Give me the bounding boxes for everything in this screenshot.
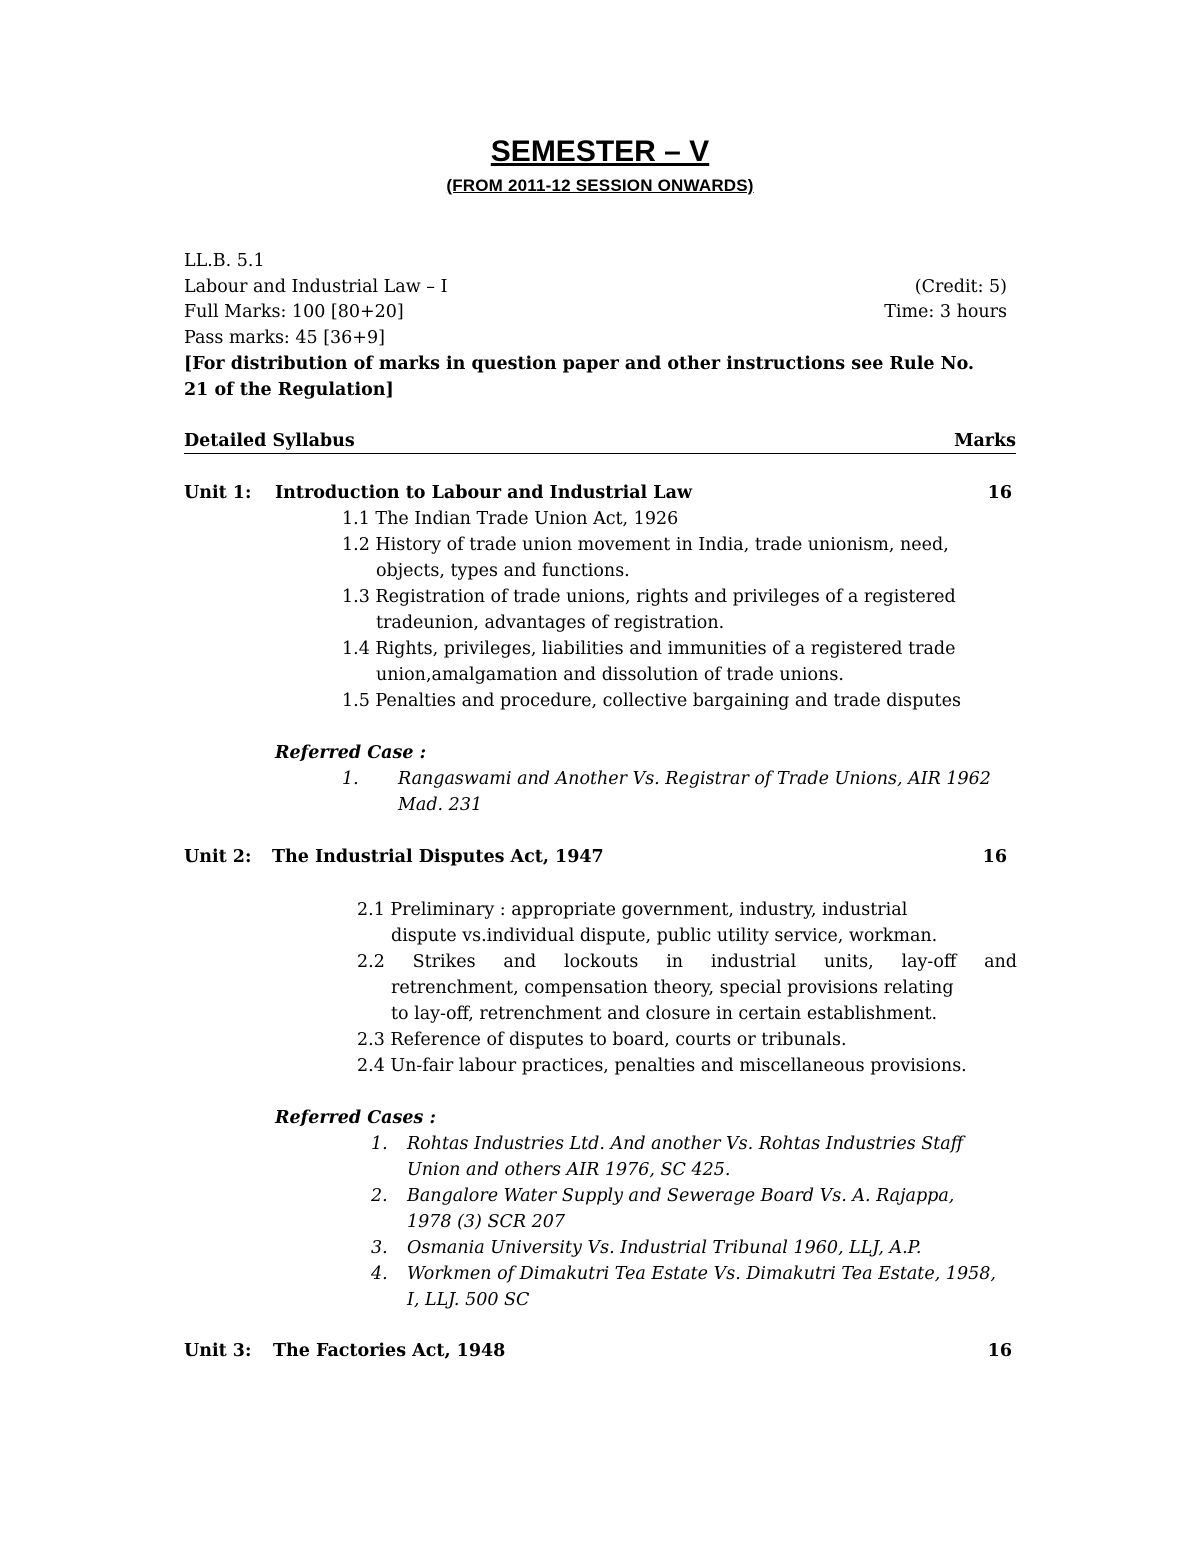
case-citation-cont: Union and others AIR 1976, SC 425.: [407, 1160, 731, 1180]
paper-credit: (Credit: 5): [914, 277, 1007, 297]
referred-cases-heading: Referred Case :: [275, 743, 427, 763]
syllabus-item-cont: objects, types and functions.: [376, 561, 630, 581]
syllabus-item-cont: retrenchment, compensation theory, special provisions relating: [391, 978, 954, 998]
syllabus-item: 1.3 Registration of trade unions, rights and privileges of a registered: [342, 587, 956, 607]
unit-marks: 16: [987, 483, 1012, 503]
case-citation: Rangaswami and Another Vs. Registrar of Trade Unions, AIR 1962: [398, 769, 991, 789]
session-subtitle: (FROM 2011-12 SESSION ONWARDS): [446, 176, 754, 195]
pass-marks: Pass marks: 45 [36+9]: [184, 328, 385, 348]
case-citation: Osmania University Vs. Industrial Tribunal 1960, LLJ, A.P.: [407, 1238, 922, 1258]
unit-title: The Factories Act, 1948: [273, 1341, 506, 1361]
case-number: 1.: [342, 769, 359, 789]
syllabus-item: 2.2 Strikes and lockouts in industrial units, lay-off and: [357, 952, 1017, 972]
syllabus-item: 2.4 Un-fair labour practices, penalties and miscellaneous provisions.: [357, 1056, 967, 1076]
syllabus-item-cont: tradeunion, advantages of registration.: [376, 613, 725, 633]
exam-time: Time: 3 hours: [884, 302, 1007, 322]
case-number: 1.: [371, 1134, 388, 1154]
regulation-note-line2: 21 of the Regulation]: [184, 380, 394, 400]
syllabus-header-rule: [184, 453, 1016, 454]
case-citation-cont: I, LLJ. 500 SC: [407, 1290, 530, 1310]
case-citation-cont: 1978 (3) SCR 207: [407, 1212, 565, 1232]
case-citation-cont: Mad. 231: [398, 795, 483, 815]
detailed-syllabus-heading: Detailed Syllabus: [184, 431, 355, 451]
syllabus-item: 1.2 History of trade union movement in India, trade unionism, need,: [342, 535, 949, 555]
syllabus-item-cont: union,amalgamation and dissolution of trade unions.: [376, 665, 844, 685]
unit-marks: 16: [982, 847, 1007, 867]
full-marks: Full Marks: 100 [80+20]: [184, 302, 404, 322]
paper-code: LL.B. 5.1: [184, 251, 265, 271]
syllabus-item: 2.1 Preliminary : appropriate government, industry, industrial: [357, 900, 908, 920]
syllabus-item: 1.1 The Indian Trade Union Act, 1926: [342, 509, 679, 529]
case-citation: Bangalore Water Supply and Sewerage Board Vs. A. Rajappa,: [407, 1186, 955, 1206]
case-citation: Workmen of Dimakutri Tea Estate Vs. Dimakutri Tea Estate, 1958,: [407, 1264, 996, 1284]
marks-heading: Marks: [954, 431, 1016, 451]
semester-title: SEMESTER – V: [490, 135, 710, 168]
referred-cases-heading: Referred Cases :: [275, 1108, 436, 1128]
unit-label: Unit 3:: [184, 1341, 252, 1361]
syllabus-item-cont: dispute vs.individual dispute, public utility service, workman.: [391, 926, 938, 946]
syllabus-item-cont: to lay-off, retrenchment and closure in certain establishment.: [391, 1004, 938, 1024]
unit-title: Introduction to Labour and Industrial Law: [275, 483, 693, 503]
syllabus-item: 1.4 Rights, privileges, liabilities and immunities of a registered trade: [342, 639, 956, 659]
syllabus-item: 1.5 Penalties and procedure, collective bargaining and trade disputes: [342, 691, 961, 711]
unit-label: Unit 1:: [184, 483, 252, 503]
paper-name: Labour and Industrial Law – I: [184, 277, 448, 297]
regulation-note-line1: [For distribution of marks in question paper and other instructions see Rule No.: [184, 354, 975, 374]
unit-label: Unit 2:: [184, 847, 252, 867]
case-number: 4.: [371, 1264, 388, 1284]
case-number: 3.: [371, 1238, 388, 1258]
syllabus-item: 2.3 Reference of disputes to board, courts or tribunals.: [357, 1030, 847, 1050]
unit-title: The Industrial Disputes Act, 1947: [272, 847, 604, 867]
unit-marks: 16: [987, 1341, 1012, 1361]
case-citation: Rohtas Industries Ltd. And another Vs. Rohtas Industries Staff: [407, 1134, 964, 1154]
case-number: 2.: [371, 1186, 388, 1206]
